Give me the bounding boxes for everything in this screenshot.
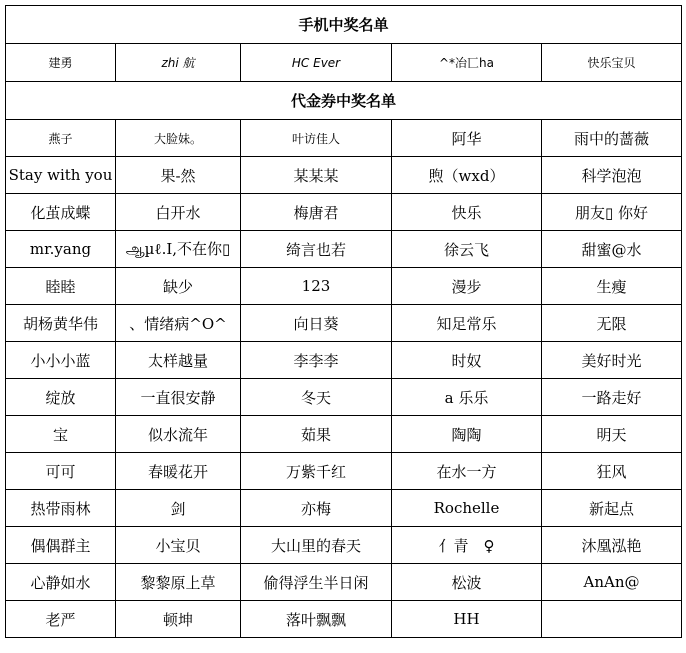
voucher-winner: 胡杨黄华伟 [6, 305, 116, 342]
voucher-winner: 一路走好 [542, 379, 682, 416]
voucher-winner: 剑 [116, 490, 241, 527]
voucher-row [6, 379, 682, 416]
voucher-row [6, 564, 682, 601]
voucher-winner: 向日葵 [241, 305, 392, 342]
voucher-winner: a 乐乐 [392, 379, 542, 416]
voucher-winner: 落叶飘飘 [241, 601, 392, 638]
voucher-winner: 大脸妹。 [116, 120, 241, 157]
voucher-winner: 叶访佳人 [241, 120, 392, 157]
voucher-winner [542, 601, 682, 638]
voucher-winner: 顿坤 [116, 601, 241, 638]
voucher-winner: 、情绪病^O^ [116, 305, 241, 342]
voucher-winner: 大山里的春天 [241, 527, 392, 564]
voucher-winner: 果-然 [116, 157, 241, 194]
voucher-row [6, 157, 682, 194]
voucher-winner: 快乐 [392, 194, 542, 231]
voucher-winner: 似水流年 [116, 416, 241, 453]
voucher-winner: AnAn@ [542, 564, 682, 601]
voucher-winner: 小小小蓝 [6, 342, 116, 379]
voucher-winner: 万紫千红 [241, 453, 392, 490]
voucher-row [6, 231, 682, 268]
voucher-winner: 沐凰泓艳 [542, 527, 682, 564]
voucher-winner: 心静如水 [6, 564, 116, 601]
voucher-winner: 冬天 [241, 379, 392, 416]
voucher-winner: 无限 [542, 305, 682, 342]
voucher-winner: 梅唐君 [241, 194, 392, 231]
phone-winner-5: 快乐宝贝 [542, 44, 682, 82]
voucher-winner: 雨中的蔷薇 [542, 120, 682, 157]
voucher-winner: Rochelle [392, 490, 542, 527]
voucher-winner: 黎黎原上草 [116, 564, 241, 601]
voucher-row [6, 305, 682, 342]
voucher-winner: 生瘦 [542, 268, 682, 305]
voucher-winner: 某某某 [241, 157, 392, 194]
voucher-winner: 一直很安静 [116, 379, 241, 416]
voucher-winner: 123 [241, 268, 392, 305]
phone-title-row [6, 6, 682, 44]
voucher-winner: 李李李 [241, 342, 392, 379]
voucher-winner: 亦梅 [241, 490, 392, 527]
voucher-winner: 知足常乐 [392, 305, 542, 342]
voucher-winner: 茹果 [241, 416, 392, 453]
voucher-row [6, 194, 682, 231]
voucher-winner: 偷得浮生半日闲 [241, 564, 392, 601]
voucher-winner: 陶陶 [392, 416, 542, 453]
voucher-winner: 小宝贝 [116, 527, 241, 564]
voucher-winner: 可可 [6, 453, 116, 490]
voucher-winner: HH [392, 601, 542, 638]
voucher-winner: 睦睦 [6, 268, 116, 305]
voucher-winner: 阿华 [392, 120, 542, 157]
voucher-winner: mr.yang [6, 231, 116, 268]
voucher-row [6, 490, 682, 527]
voucher-winner: ஆµℓ.I,不在你▯ [116, 231, 241, 268]
phone-winner-1: 建勇 [6, 44, 116, 82]
voucher-winner: 老严 [6, 601, 116, 638]
voucher-title-row [6, 82, 682, 120]
voucher-winner: 美好时光 [542, 342, 682, 379]
phone-winner-4: ^*冶匸ha [392, 44, 542, 82]
phone-winners-title: 手机中奖名单 [6, 6, 682, 44]
voucher-row [6, 416, 682, 453]
phone-winner-3: HC Ever [241, 44, 392, 82]
voucher-winner: 时奴 [392, 342, 542, 379]
voucher-winner: 热带雨林 [6, 490, 116, 527]
voucher-winner: 缺少 [116, 268, 241, 305]
voucher-winner: 徐云飞 [392, 231, 542, 268]
phone-winners-row [6, 44, 682, 82]
voucher-winner: 松波 [392, 564, 542, 601]
voucher-winner: 在水一方 [392, 453, 542, 490]
voucher-winner: 白开水 [116, 194, 241, 231]
voucher-winner: 燕子 [6, 120, 116, 157]
voucher-winner: 新起点 [542, 490, 682, 527]
voucher-row [6, 268, 682, 305]
voucher-winner: 太样越量 [116, 342, 241, 379]
winners-table [5, 5, 682, 638]
voucher-winner: 科学泡泡 [542, 157, 682, 194]
voucher-winner: 漫步 [392, 268, 542, 305]
voucher-winner: 绮言也若 [241, 231, 392, 268]
voucher-winner: 亻青 ♀ [392, 527, 542, 564]
voucher-row [6, 601, 682, 638]
voucher-winner: 绽放 [6, 379, 116, 416]
voucher-winner: 春暖花开 [116, 453, 241, 490]
voucher-winner: 煦（wxd） [392, 157, 542, 194]
voucher-row [6, 120, 682, 157]
voucher-winner: 朋友▯ 你好 [542, 194, 682, 231]
voucher-row [6, 342, 682, 379]
voucher-winner: Stay with you [6, 157, 116, 194]
voucher-winner: 宝 [6, 416, 116, 453]
voucher-winners-title: 代金券中奖名单 [6, 82, 682, 120]
phone-winner-2: zhi 航 [116, 44, 241, 82]
voucher-winner: 化茧成蝶 [6, 194, 116, 231]
voucher-winner: 狂风 [542, 453, 682, 490]
voucher-winner: 明天 [542, 416, 682, 453]
voucher-winner: 偶偶群主 [6, 527, 116, 564]
voucher-row [6, 527, 682, 564]
voucher-winner: 甜蜜@水 [542, 231, 682, 268]
voucher-row [6, 453, 682, 490]
